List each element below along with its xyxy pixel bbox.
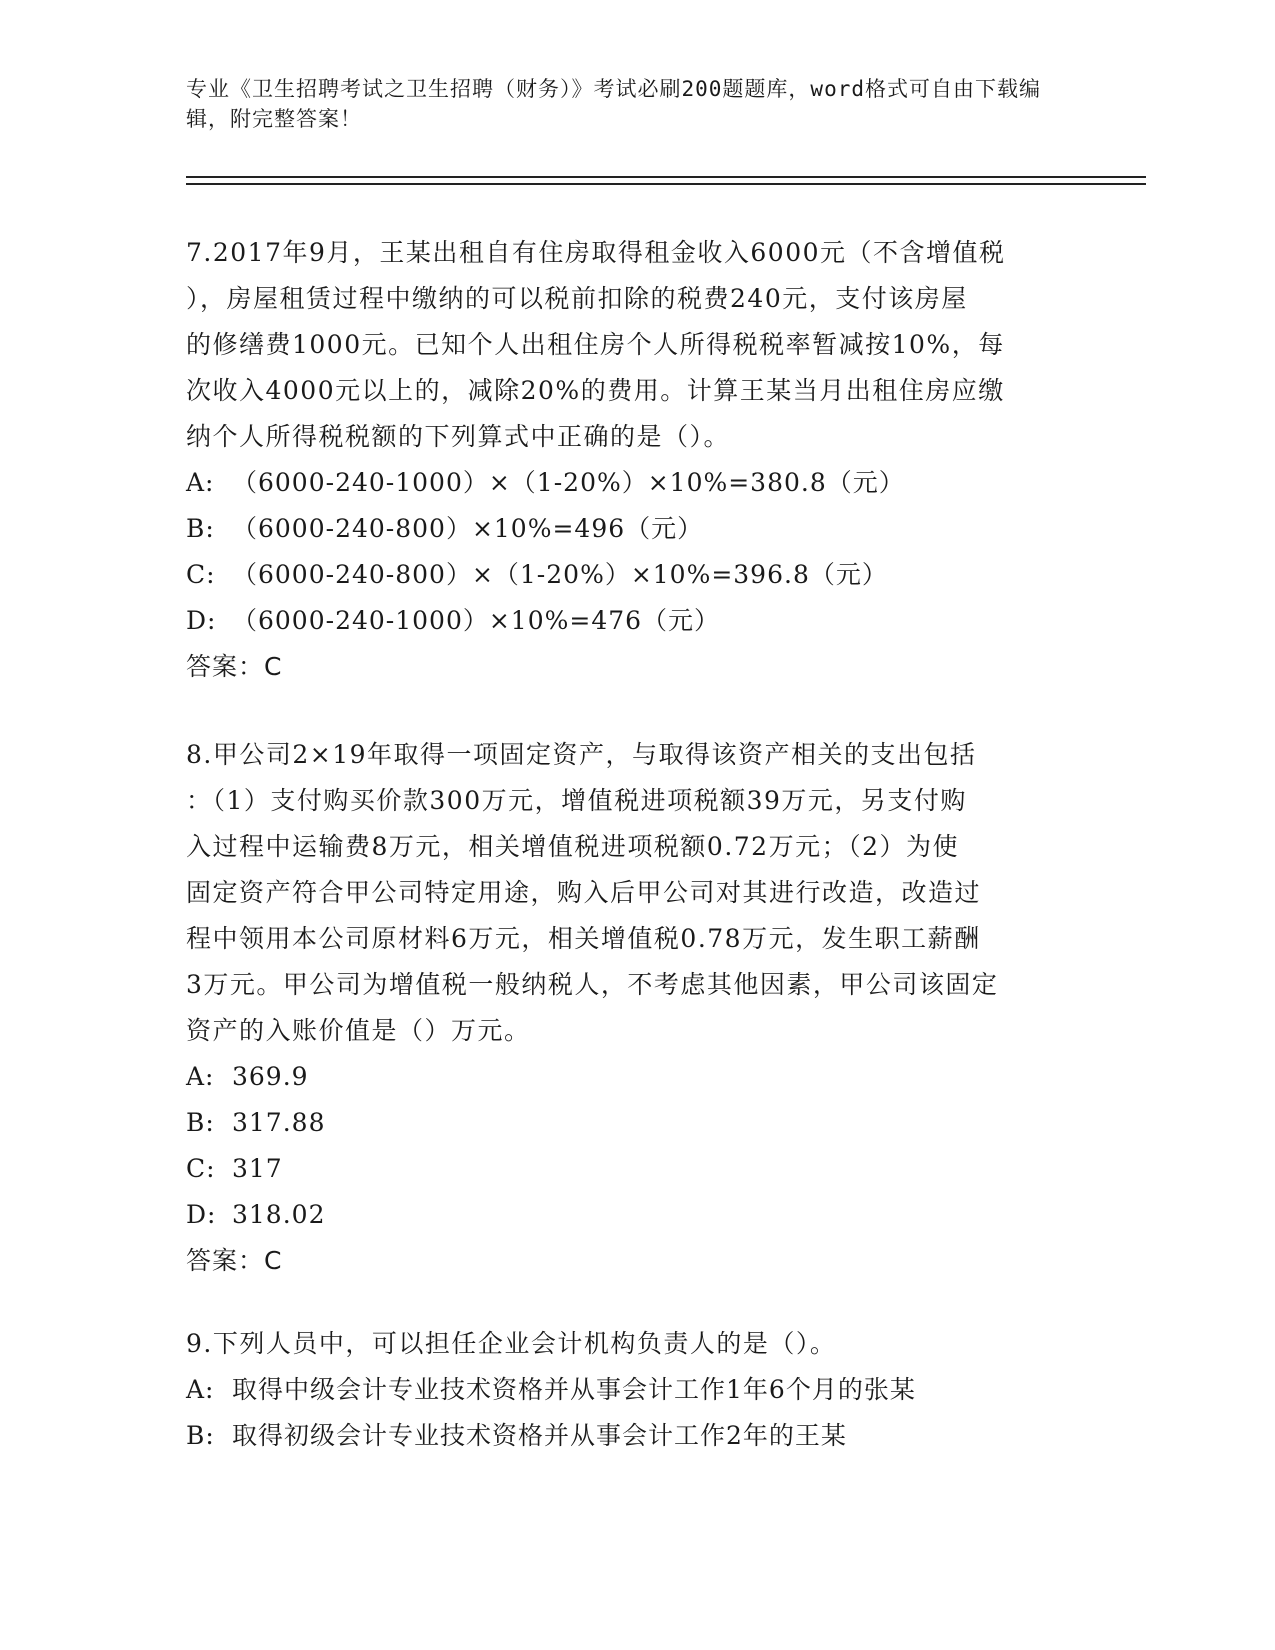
option-a (186, 1367, 1086, 1413)
option-letter: B: (186, 1421, 215, 1450)
option-text: （6000-240-800）×（1-20%）×10%=396.8（元） (232, 560, 888, 589)
option-text: 318.02 (232, 1200, 326, 1229)
header-divider-top (186, 176, 1146, 178)
option-d (186, 598, 1086, 644)
option-b (186, 506, 1086, 552)
question-8 (186, 732, 1086, 1284)
question-stem: 7.2017年9月，王某出租自有住房取得租金收入6000元（不含增值税 ），房屋租赁过程中缴纳的可以税前扣除的税费240元，支付该房屋 的修缮费1000元。已知个人出租住房个人所得税税率暂减按10%，每 次收入4000元以上的，减除20%的费用。计算王某当月出租住房应缴 纳个人所得税税额的下列算式中正确的是（）。 (186, 238, 1006, 451)
option-text: （6000-240-800）×10%=496（元） (232, 514, 704, 543)
option-text: 369.9 (232, 1062, 309, 1091)
question-stem: 8.甲公司2×19年取得一项固定资产，与取得该资产相关的支出包括 ：（1）支付购买价款300万元，增值税进项税额39万元，另支付购 入过程中运输费8万元，相关增值税进项税额0.72万元；（2）为使 固定资产符合甲公司特定用途，购入后甲公司对其进行改造，改造过 程中领用本公司原材料6万元，相关增值税0.78万元，发生职工薪酬 3万元。甲公司为增值税一般纳税人，不考虑其他因素，甲公司该固定 资产的入账价值是（）万元。 (186, 740, 999, 1045)
question-stem: 9.下列人员中，可以担任企业会计机构负责人的是（）。 (186, 1329, 837, 1358)
option-text: 取得中级会计专业技术资格并从事会计工作1年6个月的张某 (232, 1375, 916, 1404)
option-letter: A: (186, 1375, 215, 1404)
answer-line: 答案：C (186, 1246, 283, 1275)
option-letter: D: (186, 1200, 217, 1229)
option-b (186, 1413, 1086, 1459)
question-9 (186, 1321, 1086, 1459)
option-letter: B: (186, 514, 215, 543)
option-text: （6000-240-1000）×10%=476（元） (232, 606, 721, 635)
option-text: 317 (232, 1154, 283, 1183)
option-d (186, 1192, 1086, 1238)
document-header: 专业《卫生招聘考试之卫生招聘（财务）》考试必刷200题题库，word格式可自由下载编辑，附完整答案！ (186, 77, 1041, 131)
option-text: 317.88 (232, 1108, 326, 1137)
header-divider-bottom (186, 183, 1146, 185)
option-text: 取得初级会计专业技术资格并从事会计工作2年的王某 (232, 1421, 847, 1450)
option-letter: C: (186, 1154, 216, 1183)
option-c (186, 552, 1086, 598)
option-a (186, 1054, 1086, 1100)
option-c (186, 1146, 1086, 1192)
option-b (186, 1100, 1086, 1146)
answer-line: 答案：C (186, 652, 283, 681)
option-text: （6000-240-1000）×（1-20%）×10%=380.8（元） (232, 468, 905, 497)
option-letter: C: (186, 560, 216, 589)
question-7 (186, 230, 1086, 690)
option-letter: B: (186, 1108, 215, 1137)
option-a (186, 460, 1086, 506)
option-letter: D: (186, 606, 217, 635)
option-letter: A: (186, 1062, 215, 1091)
option-letter: A: (186, 468, 215, 497)
